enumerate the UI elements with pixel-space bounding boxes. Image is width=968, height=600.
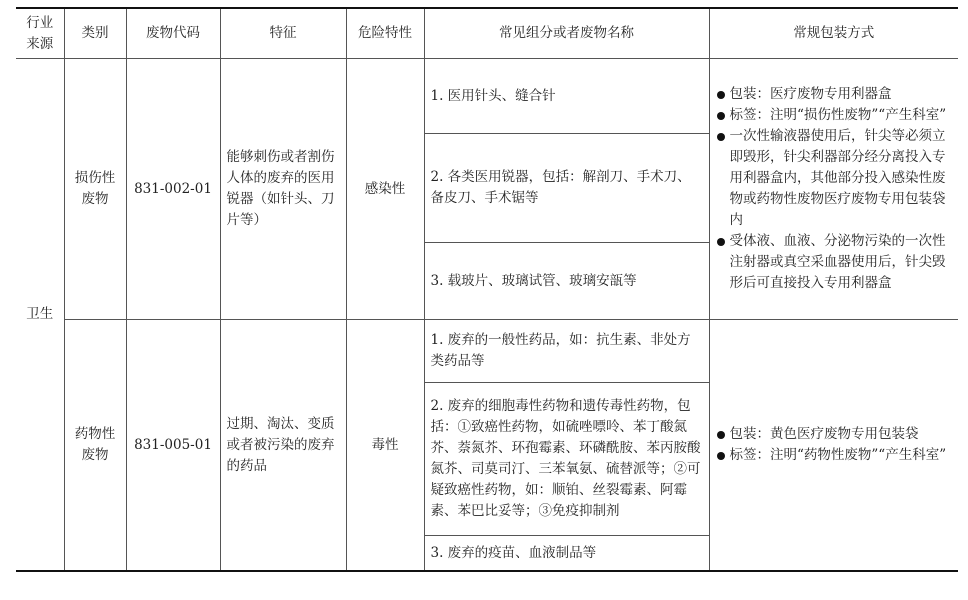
waste-classification-table <box>16 7 958 572</box>
packaging-list <box>716 424 953 466</box>
header-packaging: 常规包装方式 <box>709 8 958 59</box>
packaging-cell <box>709 320 958 572</box>
hazard-cell: 感染性 <box>346 59 424 320</box>
header-industry: 行业 来源 <box>16 8 64 59</box>
waste-name-cell: 1. 废弃的一般性药品，如：抗生素、非处方类药品等 <box>424 320 709 383</box>
list-item: 标签：注明“损伤性废物”“产生科室” <box>716 105 953 126</box>
list-item: 包装：黄色医疗废物专用包装袋 <box>716 424 953 445</box>
header-code: 废物代码 <box>126 8 220 59</box>
list-item: 标签：注明“药物性废物”“产生科室” <box>716 445 953 466</box>
waste-name-cell: 2. 废弃的细胞毒性药物和遗传毒性药物，包括：①致癌性药物，如硫唑嘌呤、苯丁酸氮芥、萘氮芥、环孢霉素、环磷酰胺、苯丙胺酸氮芥、司莫司汀、三苯氧氨、硫替派等；②可疑致癌性药物，如：顺铂、丝裂霉素、阿霉素、苯巴比妥等；③免疫抑制剂 <box>424 383 709 536</box>
code-cell: 831-005-01 <box>126 320 220 572</box>
list-item: 受体液、血液、分泌物污染的一次性注射器或真空采血器使用后，针尖毁形后可直接投入专用利器盒 <box>716 231 953 294</box>
list-item: 包装：医疗废物专用利器盒 <box>716 84 953 105</box>
feature-cell: 能够刺伤或者割伤人体的废弃的医用锐器（如针头、刀片等） <box>220 59 346 320</box>
packaging-cell <box>709 59 958 320</box>
category-cell: 损伤性废物 <box>64 59 126 320</box>
feature-cell: 过期、淘汰、变质或者被污染的废弃的药品 <box>220 320 346 572</box>
header-names: 常见组分或者废物名称 <box>424 8 709 59</box>
header-hazard: 危险特性 <box>346 8 424 59</box>
category-cell: 药物性废物 <box>64 320 126 572</box>
list-item: 一次性输液器使用后，针尖等必须立即毁形，针尖利器部分经分离投入专用利器盒内，其他部分投入感染性废物或药物性废物医疗废物专用包装袋内 <box>716 126 953 231</box>
waste-name-cell: 1. 医用针头、缝合针 <box>424 59 709 134</box>
table-row <box>16 320 958 383</box>
industry-cell: 卫生 <box>16 59 64 572</box>
table-row <box>16 59 958 134</box>
header-feature: 特征 <box>220 8 346 59</box>
code-cell: 831-002-01 <box>126 59 220 320</box>
header-category: 类别 <box>64 8 126 59</box>
waste-name-cell: 3. 载玻片、玻璃试管、玻璃安瓿等 <box>424 243 709 320</box>
packaging-list <box>716 84 953 294</box>
header-row <box>16 8 958 59</box>
waste-name-cell: 3. 废弃的疫苗、血液制品等 <box>424 536 709 572</box>
hazard-cell: 毒性 <box>346 320 424 572</box>
waste-name-cell: 2. 各类医用锐器，包括：解剖刀、手术刀、备皮刀、手术锯等 <box>424 134 709 243</box>
